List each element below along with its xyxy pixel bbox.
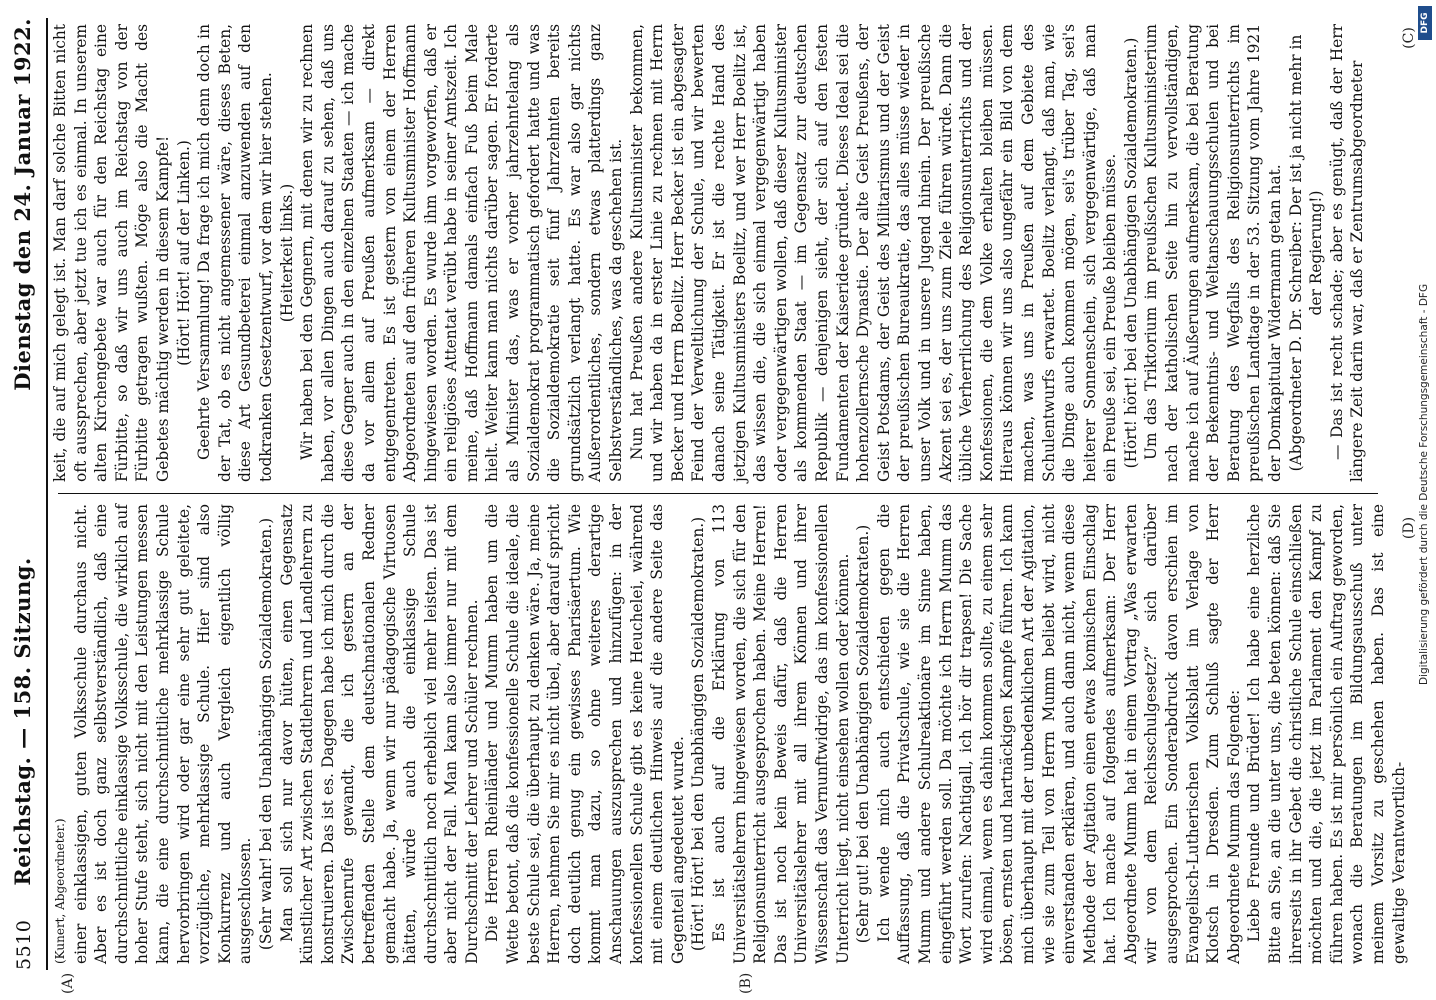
paragraph: — Das ist recht schade; aber es genügt, daß der Herr längere Zeit darin war, daß er Zentrumsabgeordneter [1327,24,1367,482]
paragraph: Liebe Freunde und Brüder! Ich habe eine herzliche Bitte an Sie, an die unter uns, die beten können: daß Sie ihrerseits in ihr Gebet die christliche Schule einschließen möchten und die, die jetzt im Parlament den Kampf zu führen haben. Es ist mir persönlich ein Auftrag geworden, wonach die Beratungen im Bildungsausschuß unter meinem Vorsitz zu geschehen haben. Das ist eine gewaltige Verantwortlich- [1245,504,1408,964]
speaker-tag: (Kunert, Abgeordneter.) [53,818,67,964]
paragraph: Nun hat Preußen andere Kultusminister bekommen, und wir haben da in erster Linie zu rechnen mit Herrn Becker und Herrn Boelitz. Herr Becker ist ein abgesagter Feind der Verweltlichung der Schule, und wir bewerten danach seine Tätigkeit. Er ist die rechte Hand des jetzigen Kultusministers Boelitz, und wer Herr Boelitz ist, das wissen die, die sich einmal vergegenwärtigt haben oder vergegenwärtigen wollen, daß dieser Kultusminister als kommenden Staat — im Gegensatz zur deutschen Republik — denjenigen sieht, der sich auf den festen Fundamenten der Kaiseridee gründet. Dieses Ideal sei die hohenzollernsche Dynastie. Der alte Geist Preußens, der Geist Potsdams, der Geist des Militarismus und der Geist der preußischen Bureaukratie, das alles müsse wieder in unser Volk und in unsere Jugend hinein. Der preußische Akzent sei es, der uns zum Ziele führen würde. Dann die übliche Verherrlichung des Religionsunterrichts und der Konfessionen, die dem Volke erhalten bleiben müssen. Hieraus können wir uns also ungefähr ein Bild von dem machen, was uns in Preußen auf dem Gebiete des Schulentwurfs erwartet. Boelitz verlangt, daß man, wie die Dinge auch kommen mögen, sei's trüber Tag, sei's heiterer Sonnenschein, sich vergegenwärtige, daß man ein Preuße sei, ein Preuße bleiben müsse. [627,24,1120,482]
interjection: (Sehr wahr! bei den Unabhängigen Sozialdemokraten.) [256,517,275,951]
dfg-logo-text: DFG [1420,12,1430,34]
rotated-page [6,0,1408,1000]
paragraph: Es ist auch auf die Erklärung von 113 Universitätslehrern hingewiesen worden, die sich für den Religionsunterricht ausgesprochen haben. Meine Herren! Das ist noch kein Beweis dafür, daß die Herren Universitätslehrer mit all ihrem Können und ihrer Wissenschaft das Vernunftwidrige, das im konfessionellen Unterricht liegt, nicht einsehen wollen oder können. [710,504,852,964]
paragraph: Um das Triktorium im preußischen Kultusministerium nach der katholischen Seite hin zu vervollständigen, mache ich auf Äußerungen aufmerksam, die bei Beratung der Bekenntnis- und Weltanschauungsschulen und bei Beratung des Wegfalls des Religionsunterrichts im preußischen Landtage in der 53. Sitzung vom Jahre 1921 der Domkapitular Widermann getan hat. [1142,24,1285,482]
interjection: (Heiterkeit links.) [277,183,296,323]
paragraph: Wir haben bei den Gegnern, mit denen wir zu rechnen haben, vor allen Dingen auch darauf zu sehen, daß uns diese Gegner auch in den einzelnen Staaten — ich mache da vor allem auf Preußen aufmerksam — direkt entgegentreten. Es ist gestern von einem der Herren Abgeordneten auf den früheren Kultusminister Hoffmann hingewiesen worden. Es wurde ihm vorgeworfen, daß er ein religiöses Attentat verübt habe in seiner Amtszeit. Ich meine, daß Hoffmann damals einfach Fuß beim Male hielt. Weiter kann man nichts darüber sagen. Er forderte als Minister das, was er vorher jahrzehntelang als Sozialdemokrat programmatisch gefordert hatte und was die Sozialdemokratie seit fünf Jahrzehnten bereits grundsätzlich verlangt hatte. Es war also gar nichts Außerordentliches, sondern etwas platterdings ganz Selbstverständliches, was da geschehen ist. [298,24,626,482]
digitization-note-text: Digitalisierung gefördert durch die Deutsche Forschungsgemeinschaft - DFG [1418,283,1430,685]
digitization-note [1408,0,1432,1000]
interjection: (Abgeordneter D. Dr. Schreiber: Der ist ja nicht mehr in der Regierung!) [1286,34,1326,472]
interjection: (Hört! Hört! auf der Linken.) [174,140,193,366]
page-header [10,18,48,970]
margin-mark-d: (D) [1401,516,1418,540]
paragraph: Die Herren Rheinländer und Mumm haben um die Wette betont, daß die konfessionelle Schule die ideale, die beste Schule sei, die überhaupt zu denken wäre. Ja, meine Herren, nehmen Sie mir es nicht übel, aber darauf spricht doch deutlich genug ein gewisses Pharisäertum. Wie kommt man dazu, so ohne weiteres derartige Anschauungen auszusprechen und hinzufügen: in der konfessionellen Schule gibt es keine Heuchelei, während mit einem deutlichen Hinweis auf die andere Seite das Gegenteil angedeutet wurde. [483,504,687,964]
paragraph: einer einklassigen, guten Volksschule durchaus nicht. Aber es ist doch ganz selbstverständlich, daß eine durchschnittliche einklassige Volksschule, die wirklich auf hoher Stufe steht, sich nicht mit den Leistungen messen kann, die eine durchschnittliche mehrklassige Schule hervorbringen wird oder gar eine sehr gut geleitete, vorzügliche, mehrklassige Schule. Hier sind also Konkurrenz und auch Vergleich eigentlich völlig ausgeschlossen. [71,504,255,964]
left-column [48,494,1408,970]
dfg-logo [1418,6,1432,40]
interjection: (Sehr gut! bei den Unabhängigen Sozialdemokraten.) [854,524,873,944]
page-number: 5510 [13,919,35,970]
session-date: Dienstag den 24. Januar 1922. [10,18,35,391]
paragraph: keit, die auf mich gelegt ist. Man darf solche Bitten nicht oft aussprechen, aber jetzt tue ich es einmal. In unserem alten Kirchengebete war auch für den Reichstag eine Fürbitte, so daß wir uns auch im Reichstag von der Fürbitte getragen wußten. Möge also die Macht des Gebetes mächtig werden in diesem Kampfe! [51,24,172,482]
paragraph: Geehrte Versammlung! Da frage ich mich denn doch in der Tat, ob es nicht angemessener wäre, dieses Beten, diese Art Gesundbeterei einmal anzuwenden auf den todkranken Gesetzentwurf, vor dem wir hier stehen. [195,24,275,482]
column-divider [58,493,1378,494]
margin-mark-c: (C) [1400,27,1417,49]
interjection: (Hört! Hört! bei den Unabhängigen Sozialdemokraten.) [689,516,708,952]
session-title: Reichstag. — 158. Sitzung. [10,557,35,886]
paragraph: Man soll sich nur davor hüten, einen Gegensatz künstlicher Art zwischen Stadtlehrern und Landlehrern zu konstruieren. Das ist es. Dagegen habe ich mich durch die Zwischenrufe gewandt, die ich gestern an der betreffenden Stelle dem deutschnationalen Redner gemacht habe. Ja, wenn wir nur pädagogische Virtuosen hätten, würde auch die einklassige Schule durchschnittlich noch erheblich viel mehr leisten. Das ist aber nicht der Fall. Man kann also immer nur mit dem Durchschnitt der Lehrer und Schüler rechnen. [277,504,481,964]
right-column [48,18,1378,494]
margin-mark-b: (B) [738,972,754,994]
margin-mark-a: (A) [60,972,76,994]
interjection: (Hört! hört! bei den Unabhängigen Sozialdemokraten.) [1121,37,1140,469]
paragraph: Ich wende mich auch entschieden gegen die Auffassung, daß die Privatschule, wie sie die Herren Mumm und andere Schulreaktionäre im Sinne haben, eingeführt werden soll. Da möchte ich Herrn Mumm das Wort zurufen: Nachtigall, ich hör dir trapsen! Die Sache wird einmal, wenn es dahin kommen sollte, zu einem sehr bösen, ernsten und hartnäckigen Kampfe führen. Ich kann mich überhaupt mit der unbedenklichen Art der Agitation, wie sie zum Teil von Herrn Mumm beliebt wird, nicht einverstanden erklären, und auch dann nicht, wenn diese Methode der Agitation einen etwas komischen Einschlag hat. Ich mache auf folgendes aufmerksam: Der Herr Abgeordnete Mumm hat in einem Vortrag „Was erwarten wir von dem Reichsschulgesetz?“ sich darüber ausgesprochen. Ein Sonderabdruck davon erschien im Evangelisch-Lutherischen Volksblatt im Verlage von Klotsch in Dresden. Zum Schluß sagte der Herr Abgeordnete Mumm das Folgende: [874,504,1243,964]
text-columns [48,18,1408,994]
